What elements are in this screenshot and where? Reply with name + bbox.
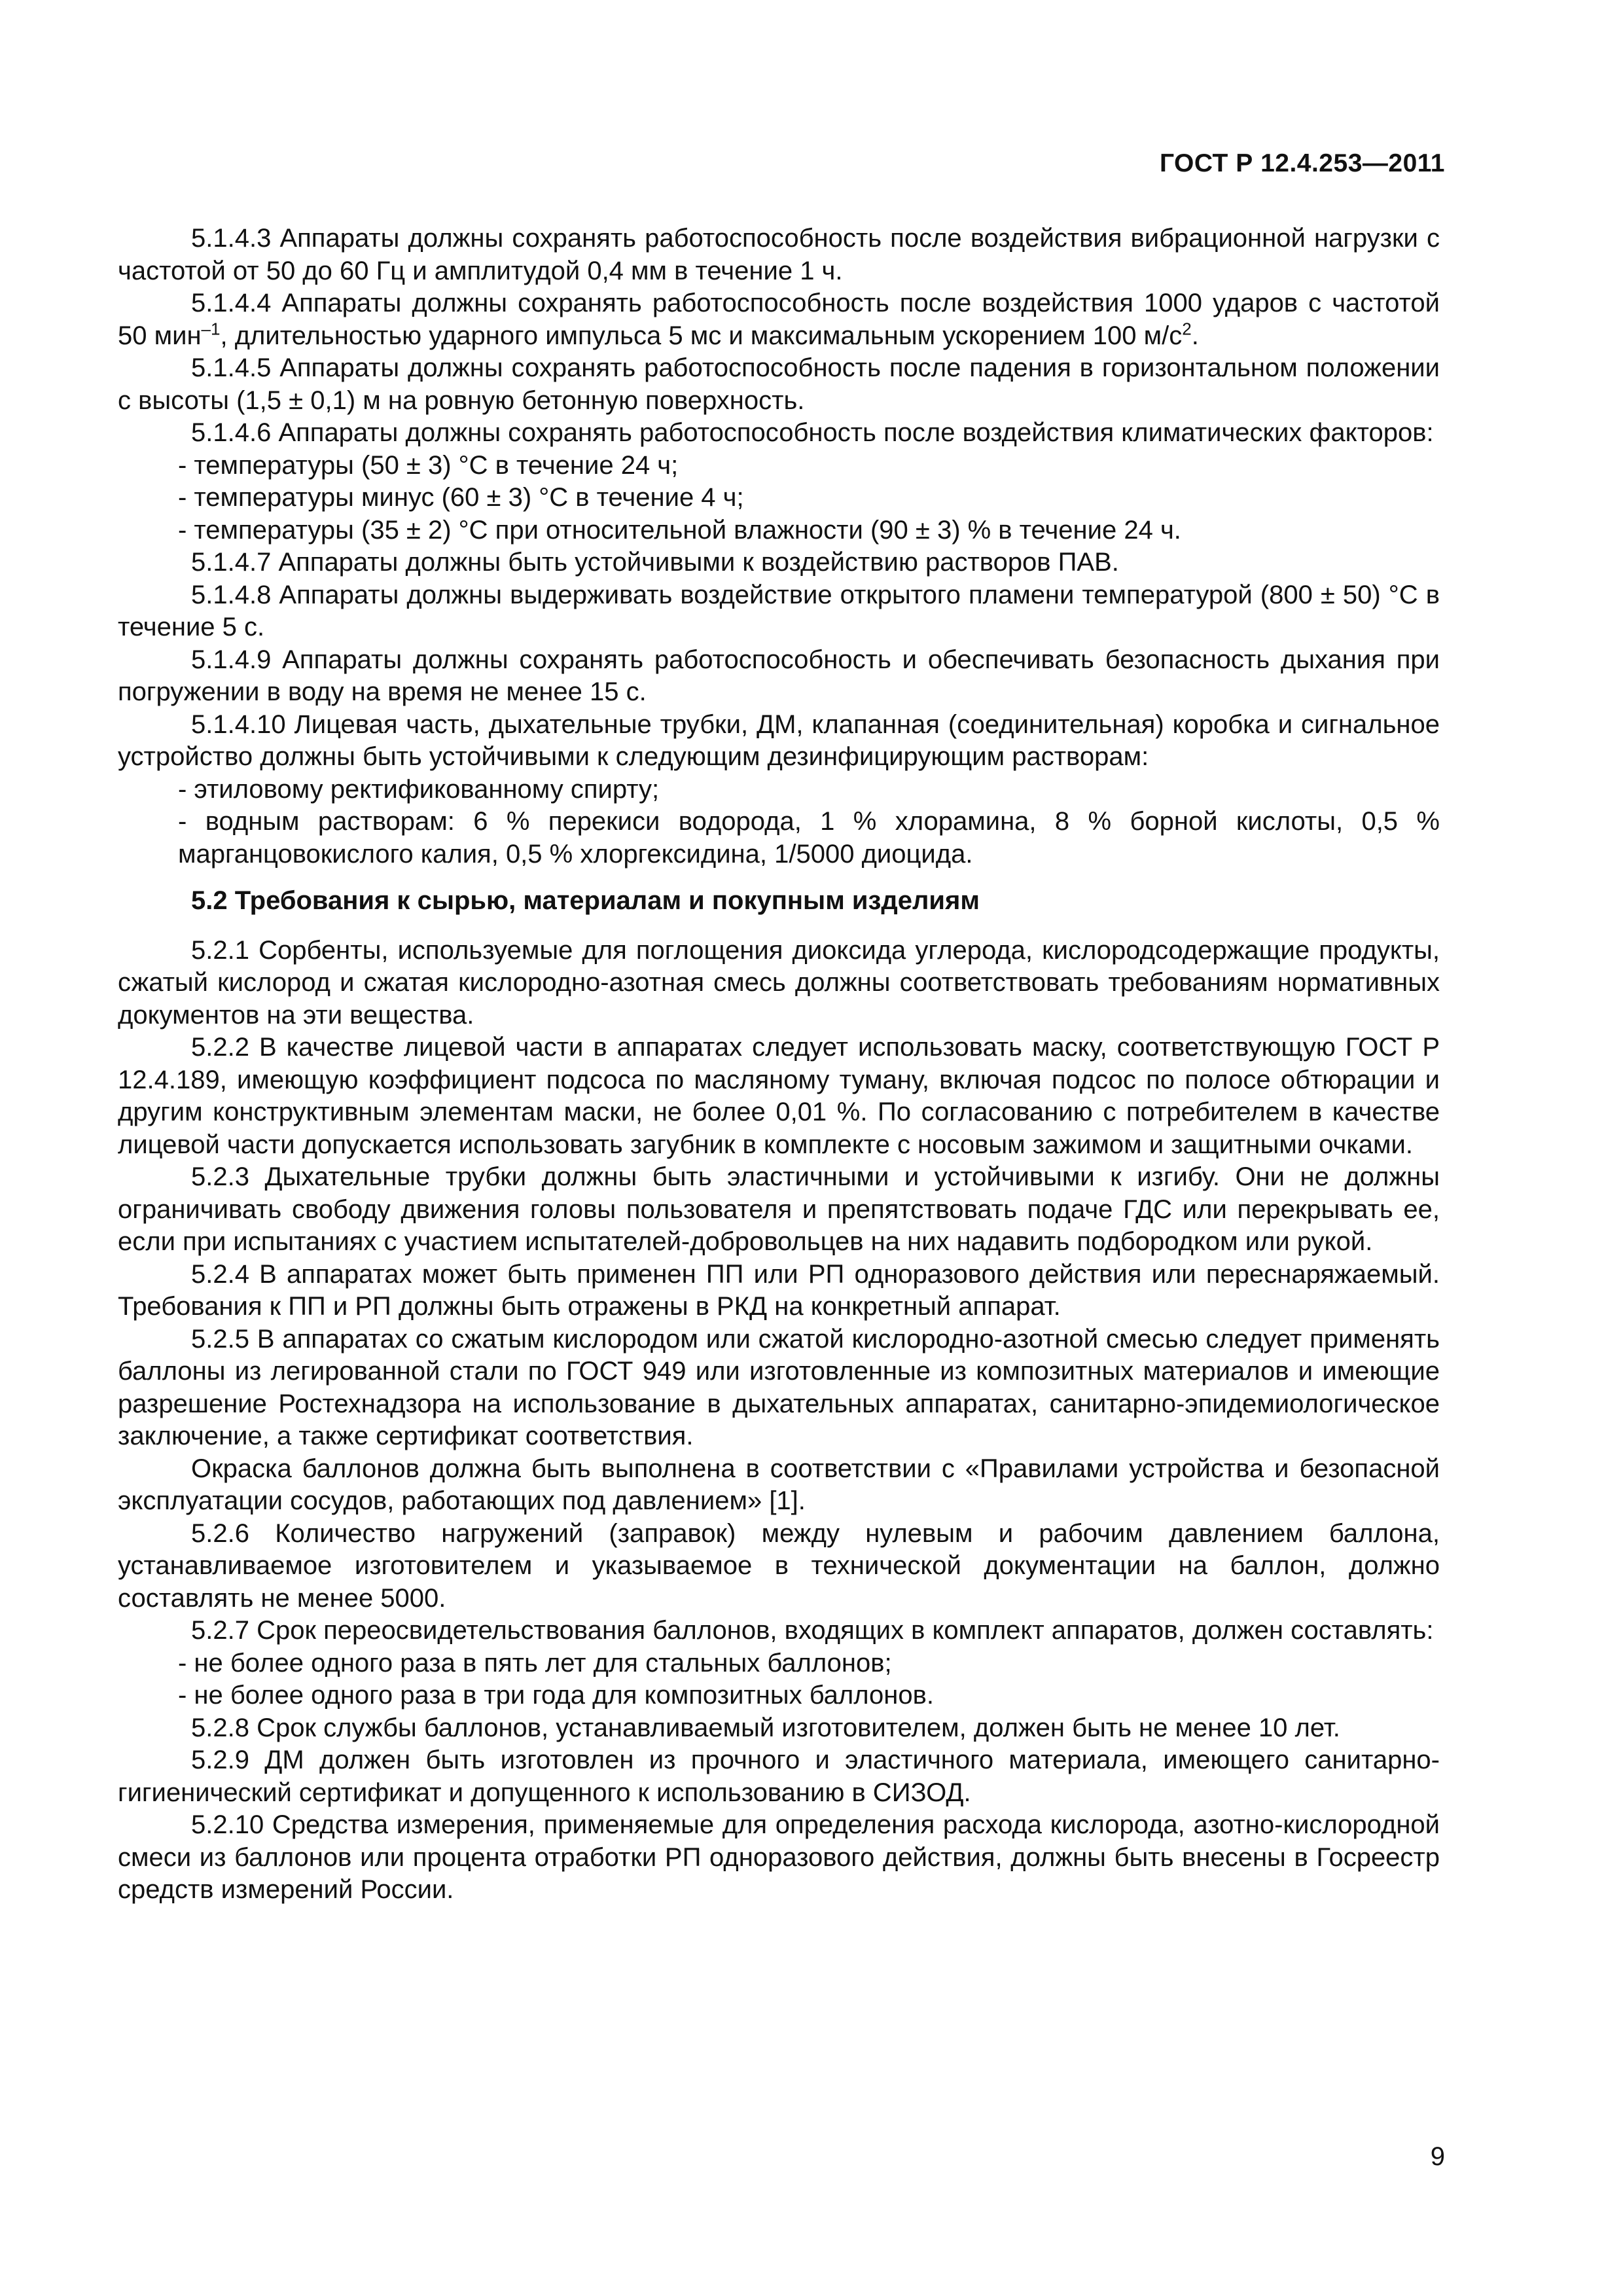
paragraph-5-1-4-4-text-a: 5.1.4.4 Аппараты должны сохранять работоспособность после воздействия 1000 ударов с частотой 50 мин <box>118 289 1440 350</box>
paragraph-5-1-4-6: 5.1.4.6 Аппараты должны сохранять работоспособность после воздействия климатических факторов: <box>191 418 1434 447</box>
paragraph-5-1-4-9: 5.1.4.9 Аппараты должны сохранять работоспособность и обеспечивать безопасность дыхания при погружении в воду на время не менее 15 с. <box>118 645 1440 706</box>
list-item-temp-1: - температуры (50 ± 3) °С в течение 24 ч; <box>178 450 679 480</box>
superscript-minus-one: –1 <box>201 319 221 339</box>
paragraph-5-2-6: 5.2.6 Количество нагружений (заправок) между нулевым и рабочим давлением баллона, устанавливаемое изготовителем и указываемое в технической документации на баллон, должно составлять не менее 5000. <box>118 1518 1440 1613</box>
paragraph-5-1-4-4-text-c: . <box>1191 321 1199 350</box>
list-item-recert-1: - не более одного раза в пять лет для стальных баллонов; <box>178 1648 892 1677</box>
standard-code-header: ГОСТ Р 12.4.253—2011 <box>1159 149 1445 177</box>
paragraph-5-1-4-7: 5.1.4.7 Аппараты должны быть устойчивыми к воздействию растворов ПАВ. <box>191 548 1119 577</box>
paragraph-5-2-4: 5.2.4 В аппаратах может быть применен ПП или РП одноразового действия или переснаряжаемый. Требования к ПП и РП должны быть отражены в РКД на конкретный аппарат. <box>118 1259 1440 1321</box>
paragraph-5-2-10: 5.2.10 Средства измерения, применяемые для определения расхода кислорода, азотно-кислородной смеси из баллонов или процента отработки РП одноразового действия, должны быть внесены в Госреестр средств измерений России. <box>118 1810 1440 1904</box>
paragraph-5-2-3: 5.2.3 Дыхательные трубки должны быть эластичными и устойчивыми к изгибу. Они не должны ограничивать свободу движения головы пользователя и препятствовать подаче ГДС или перекрывать ее, если при испытаниях с участием испытателей-добровольцев на них надавить подбородком или рукой. <box>118 1162 1440 1256</box>
superscript-two: 2 <box>1182 319 1192 339</box>
document-body <box>118 223 1440 1907</box>
paragraph-5-1-4-5: 5.1.4.5 Аппараты должны сохранять работоспособность после падения в горизонтальном положении с высоты (1,5 ± 0,1) м на ровную бетонную поверхность. <box>118 353 1440 415</box>
paragraph-5-2-2: 5.2.2 В качестве лицевой части в аппаратах следует использовать маску, соответствующую ГОСТ Р 12.4.189, имеющую коэффициент подсоса по масляному туману, включая подсос по полосе обтюрации и другим конструктивным элементам маски, не более 0,01 %. По согласованию с потребителем в качестве лицевой части допускается использовать загубник в комплекте с носовым зажимом и защитными очками. <box>118 1033 1440 1159</box>
paragraph-5-2-7: 5.2.7 Срок переосвидетельствования баллонов, входящих в комплект аппаратов, должен составлять: <box>191 1616 1434 1645</box>
section-heading-5-2: 5.2 Требования к сырью, материалам и покупным изделиям <box>191 886 980 915</box>
paragraph-5-1-4-4-text-b: , длительностью ударного импульса 5 мс и максимальным ускорением 100 м/с <box>220 321 1183 350</box>
paragraph-5-1-4-4 <box>118 287 1440 352</box>
page-number: 9 <box>1430 2142 1445 2171</box>
paragraph-5-2-9: 5.2.9 ДМ должен быть изготовлен из прочного и эластичного материала, имеющего санитарно-гигиенический сертификат и допущенного к использованию в СИЗОД. <box>118 1746 1440 1807</box>
list-item-temp-2: - температуры минус (60 ± 3) °С в течение 4 ч; <box>178 483 744 512</box>
list-item-disinfectant-1: - этиловому ректификованному спирту; <box>178 774 660 804</box>
paragraph-5-1-4-3: 5.1.4.3 Аппараты должны сохранять работоспособность после воздействия вибрационной нагрузки с частотой от 50 до 60 Гц и амплитудой 0,4 мм в течение 1 ч. <box>118 224 1440 285</box>
list-item-recert-2: - не более одного раза в три года для композитных баллонов. <box>178 1681 934 1710</box>
list-item-temp-3: - температуры (35 ± 2) °С при относительной влажности (90 ± 3) % в течение 24 ч. <box>178 515 1181 545</box>
paragraph-5-2-5: 5.2.5 В аппаратах со сжатым кислородом или сжатой кислородно-азотной смесью следует применять баллоны из легированной стали по ГОСТ 949 или изготовленные из композитных материалов и имеющие разрешение Ростехнадзора на использование в дыхательных аппаратах, санитарно-эпидемиологическое заключение, а также сертификат соответствия. <box>118 1324 1440 1450</box>
paragraph-5-2-8: 5.2.8 Срок службы баллонов, устанавливаемый изготовителем, должен быть не менее 10 лет. <box>191 1713 1340 1742</box>
paragraph-5-2-1: 5.2.1 Сорбенты, используемые для поглощения диоксида углерода, кислородсодержащие продукты, сжатый кислород и сжатая кислородно-азотная смесь должны соответствовать требованиям нормативных документов на эти вещества. <box>118 935 1440 1030</box>
paragraph-5-2-5-coloring: Окраска баллонов должна быть выполнена в соответствии с «Правилами устройства и безопасной эксплуатации сосудов, работающих под давлением» [1]. <box>118 1454 1440 1515</box>
paragraph-5-1-4-8: 5.1.4.8 Аппараты должны выдерживать воздействие открытого пламени температурой (800 ± 50) °С в течение 5 с. <box>118 580 1440 641</box>
paragraph-5-1-4-10: 5.1.4.10 Лицевая часть, дыхательные трубки, ДМ, клапанная (соединительная) коробка и сигнальное устройство должны быть устойчивыми к следующим дезинфицирующим растворам: <box>118 709 1440 771</box>
list-item-disinfectant-2: - водным растворам: 6 % перекиси водорода, 1 % хлорамина, 8 % борной кислоты, 0,5 % марганцовокислого калия, 0,5 % хлоргексидина, 1/5000 диоцида. <box>178 807 1440 869</box>
